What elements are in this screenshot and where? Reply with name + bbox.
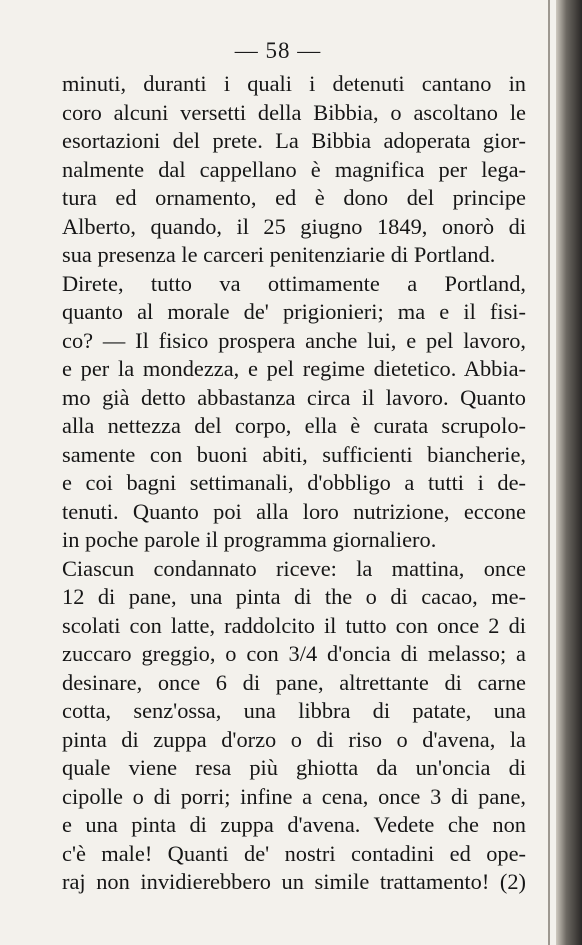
text-line: in poche parole il programma giornaliero.	[62, 527, 437, 552]
text-line: minuti, duranti i quali i detenuti cantano in	[62, 71, 526, 96]
text-line: Direte, tutto va ottimamente a Portland,	[62, 270, 526, 296]
text-line: sua presenza le carceri penitenziarie di Portland.	[62, 242, 496, 267]
text-line: raj non invidierebbero un simile trattamento! (2)	[62, 869, 526, 894]
page-edge-line	[548, 0, 550, 945]
text-line: e per la mondezza, e pel regime dietetico. Abbia-	[62, 356, 526, 381]
text-line: zuccaro greggio, o con 3/4 d'oncia di melasso; a	[62, 641, 526, 666]
text-line: quanto al morale de' prigionieri; ma e il fisi-	[62, 299, 526, 324]
text-line: nalmente dal cappellano è magnifica per lega-	[62, 156, 526, 182]
text-line: cotta, senz'ossa, una libbra di patate, una	[62, 698, 526, 723]
text-line: cipolle o di porri; infine a cena, once 3 di pane,	[62, 783, 526, 809]
text-line: e coi bagni settimanali, d'obbligo a tutti i de-	[62, 470, 526, 495]
book-spine-shadow	[556, 0, 582, 945]
text-line: mo già detto abbastanza circa il lavoro. Quanto	[62, 384, 526, 410]
text-line: tenuti. Quanto poi alla loro nutrizione, eccone	[62, 498, 526, 524]
text-line: samente con buoni abiti, sufficienti biancherie,	[62, 441, 526, 467]
text-line: Alberto, quando, il 25 giugno 1849, onorò di	[62, 213, 526, 239]
text-line: alla nettezza del corpo, ella è curata scrupolo-	[62, 413, 526, 438]
text-line: quale viene resa più ghiotta da un'oncia di	[62, 755, 526, 780]
text-line: c'è male! Quanti de' nostri contadini ed ope-	[62, 840, 526, 866]
text-line: co? — Il fisico prospera anche lui, e pel lavoro,	[62, 327, 526, 353]
page-number-header: — 58 —	[234, 38, 322, 63]
text-line: e una pinta di zuppa d'avena. Vedete che non	[62, 812, 526, 837]
text-line: Ciascun condannato riceve: la mattina, once	[62, 555, 526, 581]
page-text-block	[62, 70, 526, 897]
text-line: tura ed ornamento, ed è dono del principe	[62, 185, 526, 210]
text-line: desinare, once 6 di pane, altrettante di carne	[62, 669, 526, 695]
text-line: scolati con latte, raddolcito il tutto con once 2 di	[62, 612, 526, 638]
text-line: coro alcuni versetti della Bibbia, o ascoltano le	[62, 99, 526, 125]
text-line: pinta di zuppa d'orzo o di riso o d'avena, la	[62, 726, 526, 752]
text-line: esortazioni del prete. La Bibbia adoperata gior-	[62, 128, 526, 153]
text-line: 12 di pane, una pinta di the o di cacao, me-	[62, 584, 526, 609]
